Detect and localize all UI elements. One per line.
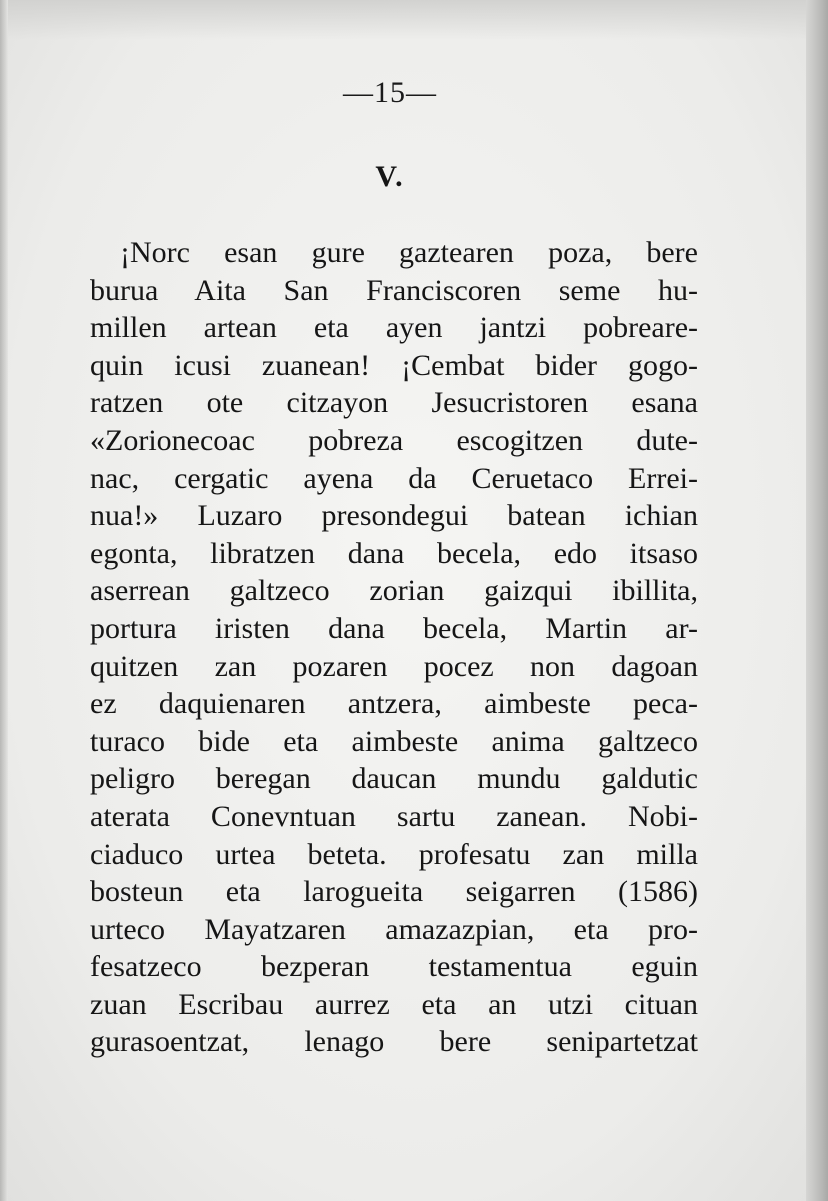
text-line: aterata Conevntuan sartu zanean. Nobi- [90,799,698,833]
text-line: fesatzeco bezperan testamentua eguin [90,950,698,984]
page-right-edge [806,0,828,1201]
text-line: ¡Norc esan gure gaztearen poza, bere [120,236,698,269]
page-top-shadow [0,0,828,40]
text-line: quin icusi zuanean! ¡Cembat bider gogo- [90,348,698,382]
body-text [90,234,698,1061]
text-line: turaco bide eta aimbeste anima galtzeco [90,724,698,758]
text-line: egonta, libratzen dana becela, edo itsaso [90,536,698,570]
text-line: urteco Mayatzaren amazazpian, eta pro- [90,912,698,946]
text-line: nua!» Luzaro presondegui batean ichian [90,499,698,533]
text-line: peligro beregan daucan mundu galdutic [90,762,698,796]
text-line: quitzen zan pozaren pocez non dagoan [90,649,698,683]
text-line: bosteun eta larogueita seigarren (1586) [90,875,698,909]
text-line: ciaduco urtea beteta. profesatu zan milla [90,837,698,871]
text-line: aserrean galtzeco zorian gaizqui ibillita, [90,574,698,608]
text-line: burua Aita San Franciscoren seme hu- [90,273,698,307]
text-line: zuan Escribau aurrez eta an utzi cituan [90,987,698,1021]
text-line: «Zorionecoac pobreza escogitzen dute- [90,423,698,457]
text-line: ez daquienaren antzera, aimbeste peca- [90,687,698,721]
text-line: gurasoentzat, lenago bere senipartetzat [90,1025,698,1059]
chapter-heading: V. [375,160,405,193]
text-line: ratzen ote citzayon Jesucristoren esana [90,386,698,420]
page-number: —15— [343,76,437,109]
text-line: portura iristen dana becela, Martin ar- [90,611,698,645]
text-line: millen artean eta ayen jantzi pobreare- [90,311,698,345]
text-line: nac, cergatic ayena da Ceruetaco Errei- [90,461,698,495]
